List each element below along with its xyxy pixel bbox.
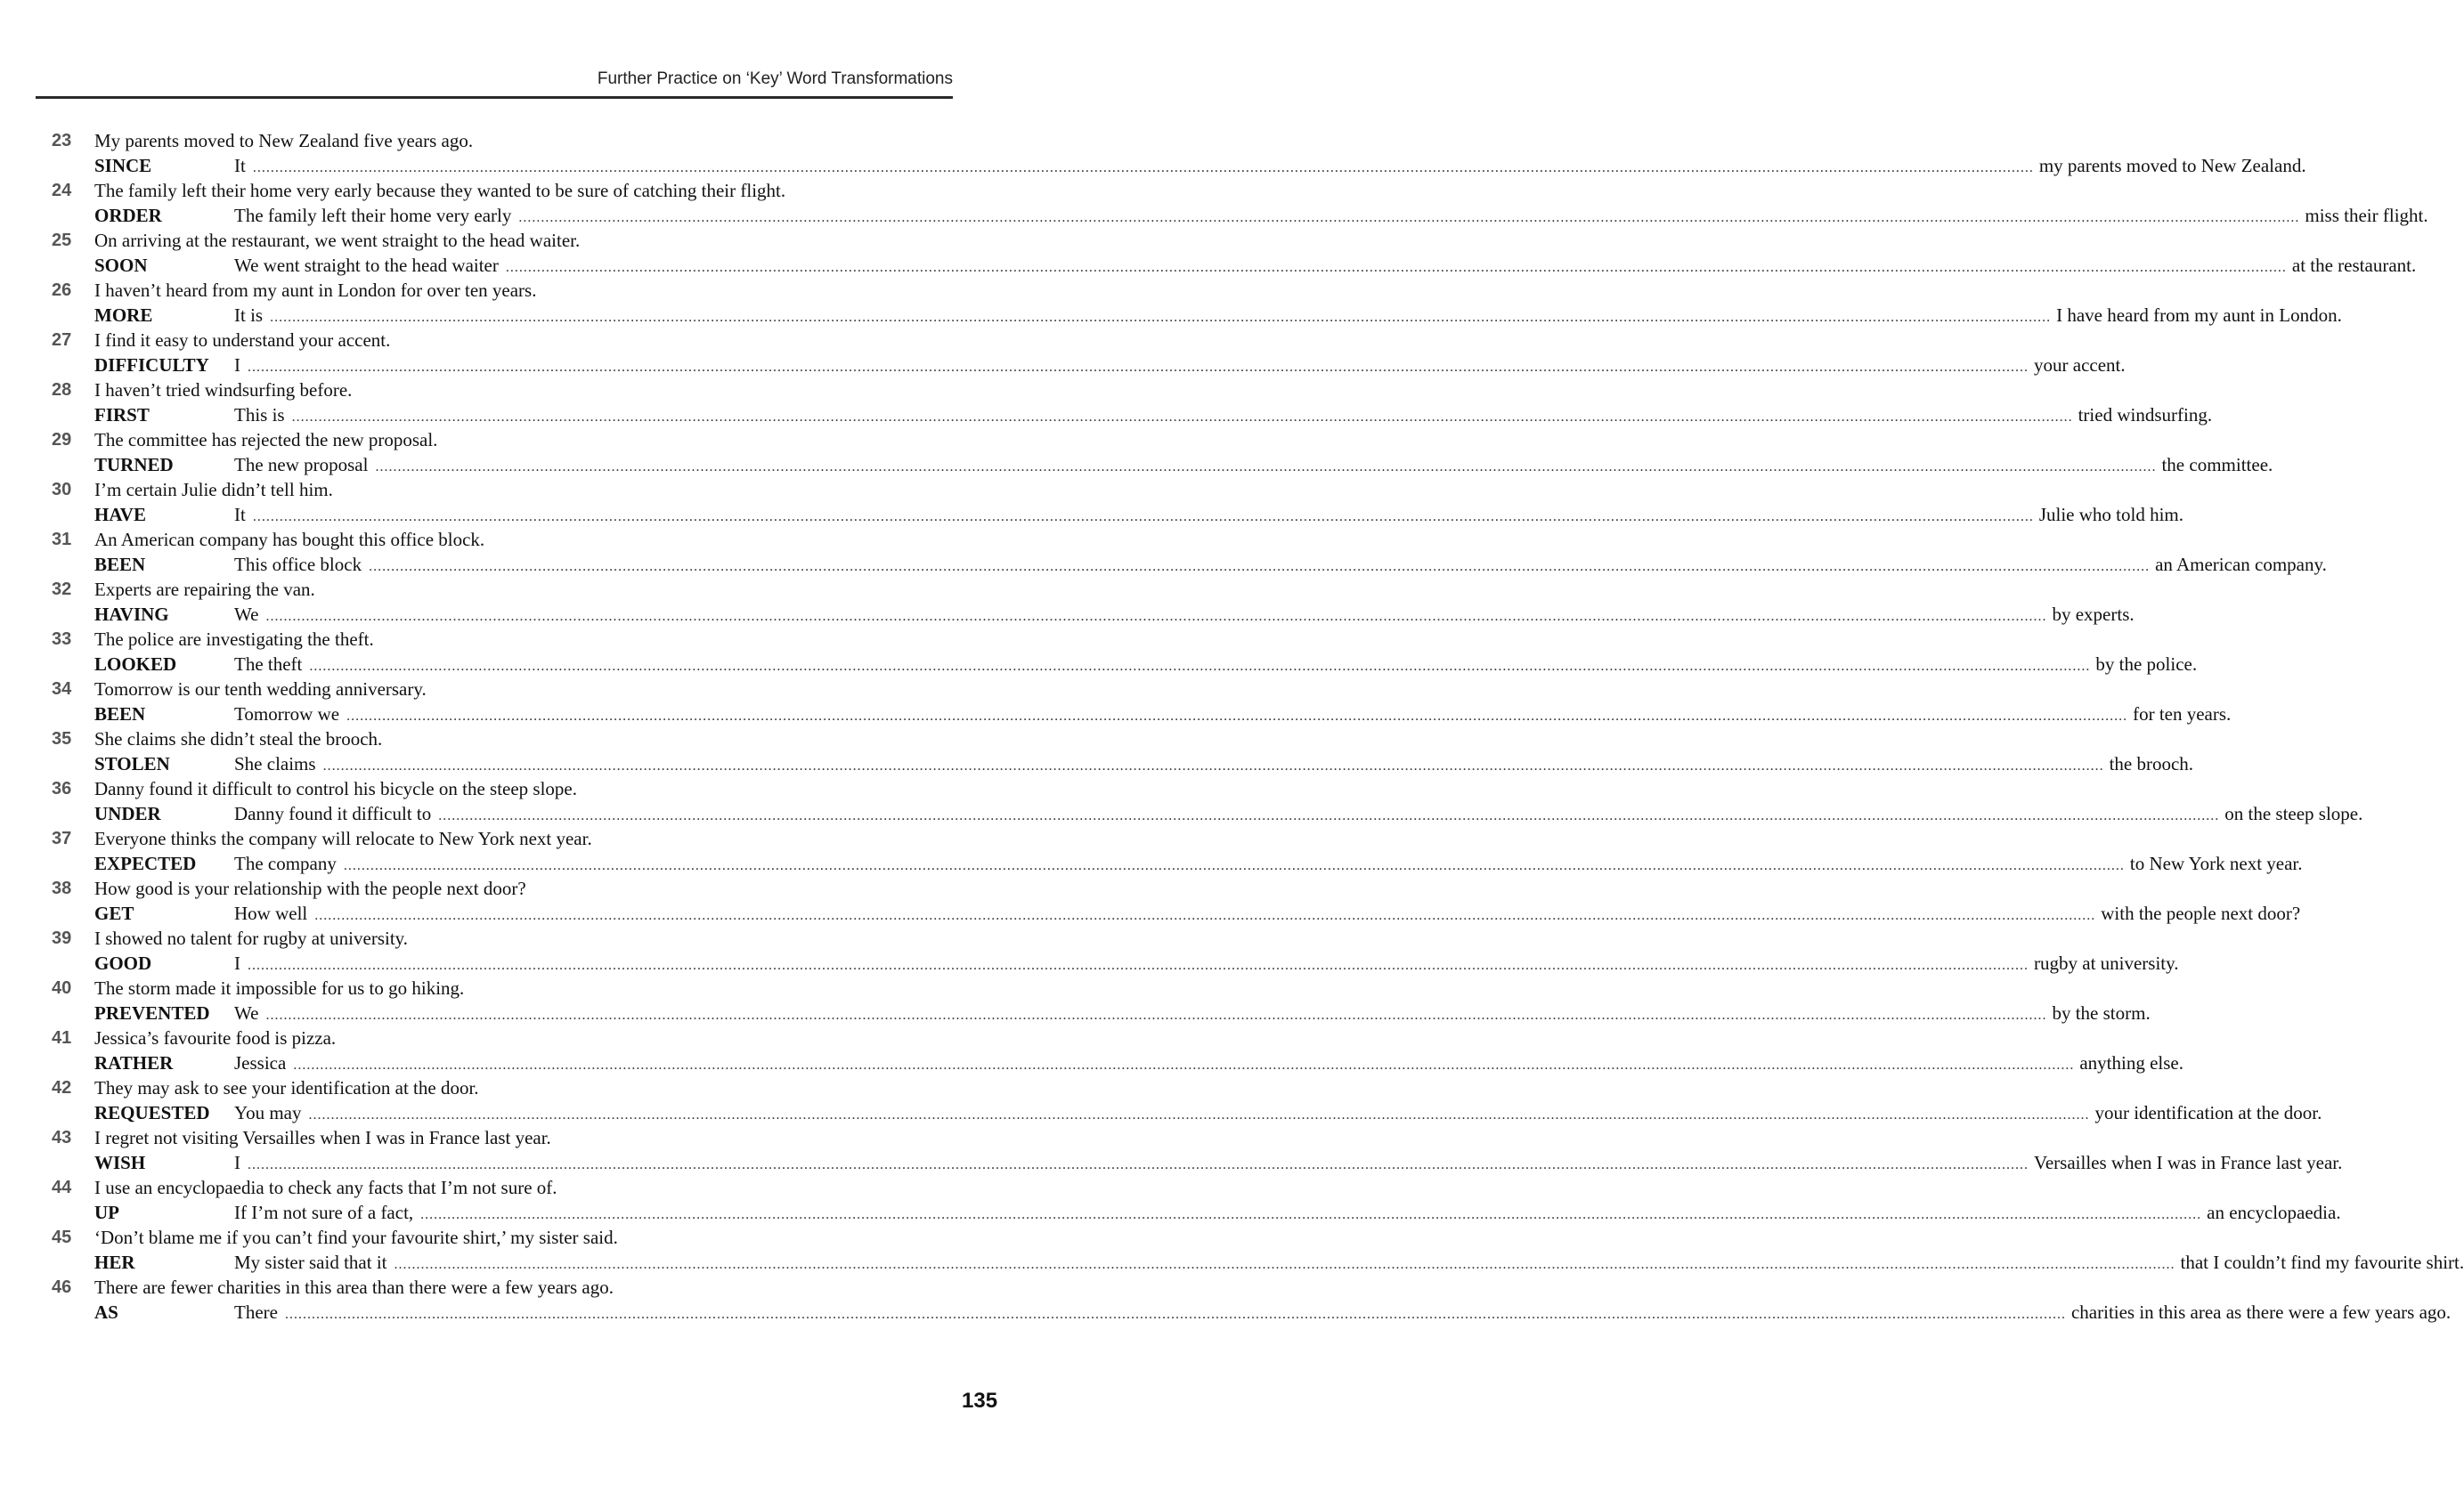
- key-word: GOOD: [94, 953, 152, 974]
- exercise-number: 45: [52, 1228, 72, 1247]
- key-word: MORE: [94, 304, 153, 326]
- exercise-sentence: An American company has bought this office block.: [94, 529, 485, 550]
- exercise-sentence-row: [0, 228, 1061, 253]
- exercise-item: [0, 627, 2198, 677]
- key-word: SOON: [94, 255, 148, 276]
- exercise-sentence: I’m certain Julie didn’t tell him.: [94, 479, 333, 500]
- exercise-number: 35: [52, 729, 72, 749]
- exercise-item: [0, 926, 2179, 976]
- answer-blank[interactable]: ................................................................................................................................................................................................................................................................................................................................................................................................................: [375, 459, 2157, 474]
- key-word: DIFFICULTY: [94, 354, 209, 376]
- exercise-sentence-row: [0, 876, 1061, 901]
- exercise-item: [0, 1026, 2183, 1075]
- transformation-start: Jessica: [234, 1052, 287, 1074]
- exercise-transformation-row: [0, 153, 2306, 178]
- transformation-end: Versailles when I was in France last year.: [2034, 1152, 2343, 1173]
- answer-blank[interactable]: ................................................................................................................................................................................................................................................................................................................................................................................................................: [369, 559, 2151, 574]
- exercise-number: 36: [52, 779, 72, 799]
- exercise-sentence: My parents moved to New Zealand five years ago.: [94, 130, 474, 151]
- answer-blank[interactable]: ................................................................................................................................................................................................................................................................................................................................................................................................................: [265, 609, 2047, 624]
- exercise-number: 24: [52, 181, 72, 200]
- transformation-start: The family left their home very early: [234, 205, 512, 226]
- exercise-sentence: I haven’t heard from my aunt in London for over ten years.: [94, 280, 537, 301]
- transformation-sentence: [234, 701, 2232, 729]
- answer-blank[interactable]: ................................................................................................................................................................................................................................................................................................................................................................................................................: [308, 1107, 2090, 1123]
- exercise-sentence: I haven’t tried windsurfing before.: [94, 379, 353, 401]
- key-word: PREVENTED: [94, 1002, 210, 1024]
- exercise-transformation-row: [0, 851, 2303, 876]
- exercise-sentence: I use an encyclopaedia to check any facts that I’m not sure of.: [94, 1177, 557, 1198]
- transformation-sentence: [234, 652, 2198, 679]
- transformation-end: charities in this area as there were a few years ago.: [2070, 1301, 2452, 1323]
- exercise-sentence: Jessica’s favourite food is pizza.: [94, 1027, 337, 1049]
- exercise-item: [0, 377, 2213, 427]
- exercise-sentence-row: [0, 726, 1061, 751]
- exercise-sentence-row: [0, 577, 1061, 602]
- key-word: BEEN: [94, 554, 146, 575]
- exercise-sentence-row: [0, 826, 1061, 851]
- exercise-number: 46: [52, 1277, 72, 1297]
- answer-blank[interactable]: ................................................................................................................................................................................................................................................................................................................................................................................................................: [265, 1008, 2047, 1023]
- answer-blank[interactable]: ................................................................................................................................................................................................................................................................................................................................................................................................................: [518, 210, 2300, 225]
- transformation-sentence: [234, 901, 2301, 928]
- transformation-start: How well: [234, 903, 308, 924]
- exercise-sentence: Everyone thinks the company will relocate to New York next year.: [94, 828, 592, 849]
- exercise-list: [0, 128, 2464, 1325]
- transformation-start: She claims: [234, 753, 316, 774]
- transformation-sentence: [234, 502, 2183, 530]
- exercise-item: [0, 726, 2194, 776]
- key-word: HER: [94, 1252, 135, 1273]
- exercise-sentence-row: [0, 1026, 1061, 1050]
- exercise-item: [0, 1175, 2341, 1225]
- key-word: SINCE: [94, 155, 152, 176]
- key-word: HAVE: [94, 504, 146, 525]
- exercise-sentence-row: [0, 1175, 1061, 1200]
- exercise-item: [0, 427, 2273, 477]
- transformation-end: by the police.: [2095, 653, 2198, 675]
- exercise-transformation-row: [0, 701, 2232, 726]
- exercise-transformation-row: [0, 452, 2273, 477]
- exercise-sentence: ‘Don’t blame me if you can’t find your favourite shirt,’ my sister said.: [94, 1227, 618, 1248]
- exercise-item: [0, 876, 2301, 926]
- exercise-item: [0, 1275, 2452, 1325]
- exercise-number: 31: [52, 530, 72, 549]
- exercise-transformation-row: [0, 1100, 2322, 1125]
- answer-blank[interactable]: ................................................................................................................................................................................................................................................................................................................................................................................................................: [420, 1207, 2202, 1222]
- exercise-item: [0, 178, 2428, 228]
- exercise-sentence-row: [0, 477, 1061, 502]
- exercise-sentence-row: [0, 178, 1061, 203]
- answer-blank[interactable]: ................................................................................................................................................................................................................................................................................................................................................................................................................: [248, 958, 2029, 973]
- exercise-sentence-row: [0, 527, 1061, 552]
- answer-blank[interactable]: ................................................................................................................................................................................................................................................................................................................................................................................................................: [346, 709, 2128, 724]
- transformation-end: to New York next year.: [2129, 853, 2303, 874]
- exercise-sentence-row: [0, 1225, 1061, 1250]
- transformation-sentence: [234, 153, 2306, 181]
- answer-blank[interactable]: ................................................................................................................................................................................................................................................................................................................................................................................................................: [248, 1157, 2029, 1172]
- transformation-start: It: [234, 504, 246, 525]
- exercise-number: 40: [52, 978, 72, 998]
- exercise-number: 34: [52, 679, 72, 699]
- exercise-sentence: The committee has rejected the new proposal.: [94, 429, 438, 450]
- exercise-number: 42: [52, 1078, 72, 1098]
- exercise-number: 38: [52, 879, 72, 898]
- exercise-number: 26: [52, 280, 72, 300]
- exercise-item: [0, 328, 2126, 377]
- transformation-sentence: [234, 1050, 2183, 1078]
- exercise-sentence: I showed no talent for rugby at university.: [94, 928, 409, 949]
- exercise-sentence-row: [0, 1075, 1061, 1100]
- transformation-end: your accent.: [2034, 354, 2126, 376]
- transformation-start: I: [234, 1152, 240, 1173]
- transformation-start: Tomorrow we: [234, 703, 340, 725]
- transformation-end: rugby at university.: [2034, 953, 2179, 974]
- exercise-sentence: On arriving at the restaurant, we went straight to the head waiter.: [94, 230, 581, 251]
- exercise-number: 41: [52, 1028, 72, 1048]
- answer-blank[interactable]: ................................................................................................................................................................................................................................................................................................................................................................................................................: [322, 758, 2104, 774]
- exercise-item: [0, 826, 2303, 876]
- exercise-transformation-row: [0, 353, 2126, 377]
- key-word: ORDER: [94, 205, 162, 226]
- exercise-transformation-row: [0, 303, 2342, 328]
- transformation-end: by the storm.: [2052, 1002, 2151, 1024]
- transformation-start: This office block: [234, 554, 362, 575]
- transformation-end: I have heard from my aunt in London.: [2056, 304, 2342, 326]
- exercise-transformation-row: [0, 1001, 2151, 1026]
- exercise-transformation-row: [0, 1200, 2341, 1225]
- exercise-item: [0, 477, 2183, 527]
- transformation-end: for ten years.: [2133, 703, 2232, 725]
- exercise-transformation-row: [0, 901, 2301, 926]
- transformation-end: an American company.: [2155, 554, 2327, 575]
- transformation-sentence: [234, 1300, 2452, 1327]
- transformation-end: with the people next door?: [2101, 903, 2301, 924]
- exercise-sentence: Tomorrow is our tenth wedding anniversary.: [94, 678, 427, 700]
- key-word: LOOKED: [94, 653, 177, 675]
- exercise-sentence-row: [0, 976, 1061, 1001]
- exercise-item: [0, 1075, 2322, 1125]
- answer-blank[interactable]: ................................................................................................................................................................................................................................................................................................................................................................................................................: [293, 1058, 2075, 1073]
- exercise-sentence-row: [0, 278, 1061, 303]
- transformation-end: at the restaurant.: [2291, 255, 2417, 276]
- exercise-sentence-row: [0, 1275, 1061, 1300]
- exercise-sentence: I regret not visiting Versailles when I was in France last year.: [94, 1127, 551, 1148]
- exercise-sentence: How good is your relationship with the people next door?: [94, 878, 526, 899]
- transformation-start: This is: [234, 404, 285, 426]
- transformation-start: The company: [234, 853, 337, 874]
- key-word: REQUESTED: [94, 1102, 210, 1123]
- transformation-end: an encyclopaedia.: [2207, 1202, 2341, 1223]
- key-word: TURNED: [94, 454, 174, 475]
- exercise-number: 28: [52, 380, 72, 400]
- transformation-sentence: [234, 1200, 2341, 1228]
- exercise-sentence: The family left their home very early because they wanted to be sure of catching their flight.: [94, 180, 786, 201]
- answer-blank[interactable]: ................................................................................................................................................................................................................................................................................................................................................................................................................: [505, 260, 2287, 275]
- transformation-sentence: [234, 751, 2194, 779]
- key-word: STOLEN: [94, 753, 170, 774]
- transformation-end: the committee.: [2161, 454, 2273, 475]
- answer-blank[interactable]: ................................................................................................................................................................................................................................................................................................................................................................................................................: [248, 360, 2029, 375]
- transformation-sentence: [234, 203, 2428, 231]
- answer-blank[interactable]: ................................................................................................................................................................................................................................................................................................................................................................................................................: [252, 160, 2034, 175]
- answer-blank[interactable]: ................................................................................................................................................................................................................................................................................................................................................................................................................: [252, 509, 2034, 524]
- exercise-transformation-row: [0, 951, 2179, 976]
- exercise-number: 33: [52, 629, 72, 649]
- exercise-sentence-row: [0, 377, 1061, 402]
- answer-blank[interactable]: ................................................................................................................................................................................................................................................................................................................................................................................................................: [394, 1257, 2175, 1272]
- exercise-sentence: The police are investigating the theft.: [94, 628, 374, 650]
- exercise-sentence: I find it easy to understand your accent.: [94, 329, 391, 351]
- exercise-item: [0, 1125, 2343, 1175]
- exercise-sentence: There are fewer charities in this area than there were a few years ago.: [94, 1277, 614, 1298]
- exercise-sentence-row: [0, 627, 1061, 652]
- exercise-sentence: She claims she didn’t steal the brooch.: [94, 728, 383, 750]
- answer-blank[interactable]: ................................................................................................................................................................................................................................................................................................................................................................................................................: [270, 310, 2052, 325]
- exercise-sentence-row: [0, 677, 1061, 701]
- transformation-start: You may: [234, 1102, 302, 1123]
- transformation-end: my parents moved to New Zealand.: [2038, 155, 2306, 176]
- exercise-item: [0, 1225, 2464, 1275]
- exercise-sentence-row: [0, 776, 1061, 801]
- answer-blank[interactable]: ................................................................................................................................................................................................................................................................................................................................................................................................................: [291, 409, 2073, 425]
- exercise-sentence-row: [0, 128, 1061, 153]
- answer-blank[interactable]: ................................................................................................................................................................................................................................................................................................................................................................................................................: [309, 659, 2091, 674]
- transformation-start: We: [234, 604, 259, 625]
- exercise-sentence-row: [0, 926, 1061, 951]
- transformation-end: on the steep slope.: [2224, 803, 2363, 824]
- key-word: BEEN: [94, 703, 146, 725]
- exercise-transformation-row: [0, 751, 2194, 776]
- transformation-sentence: [234, 602, 2135, 629]
- key-word: UP: [94, 1202, 119, 1223]
- exercise-number: 43: [52, 1128, 72, 1147]
- transformation-start: We: [234, 1002, 259, 1024]
- answer-blank[interactable]: ................................................................................................................................................................................................................................................................................................................................................................................................................: [438, 808, 2220, 823]
- running-header: Further Practice on ‘Key’ Word Transformations: [597, 69, 953, 88]
- transformation-start: It: [234, 155, 246, 176]
- transformation-start: We went straight to the head waiter: [234, 255, 499, 276]
- header-rule: [36, 96, 953, 99]
- exercise-transformation-row: [0, 502, 2183, 527]
- exercise-transformation-row: [0, 1300, 2452, 1325]
- key-word: AS: [94, 1301, 118, 1323]
- transformation-sentence: [234, 353, 2126, 380]
- answer-blank[interactable]: ................................................................................................................................................................................................................................................................................................................................................................................................................: [343, 858, 2125, 873]
- key-word: GET: [94, 903, 134, 924]
- exercise-transformation-row: [0, 253, 2417, 278]
- key-word: EXPECTED: [94, 853, 197, 874]
- exercise-number: 23: [52, 131, 72, 150]
- transformation-start: My sister said that it: [234, 1252, 387, 1273]
- exercise-item: [0, 677, 2232, 726]
- transformation-sentence: [234, 851, 2303, 879]
- transformation-sentence: [234, 303, 2342, 330]
- key-word: RATHER: [94, 1052, 174, 1074]
- exercise-number: 29: [52, 430, 72, 450]
- transformation-sentence: [234, 1001, 2151, 1028]
- exercise-transformation-row: [0, 602, 2135, 627]
- key-word: UNDER: [94, 803, 161, 824]
- exercise-number: 37: [52, 829, 72, 848]
- page-number: 135: [962, 1389, 998, 1413]
- transformation-sentence: [234, 452, 2273, 480]
- exercise-item: [0, 976, 2151, 1026]
- exercise-sentence-row: [0, 1125, 1061, 1150]
- transformation-start: There: [234, 1301, 278, 1323]
- transformation-sentence: [234, 402, 2213, 430]
- exercise-number: 25: [52, 231, 72, 250]
- transformation-end: Julie who told him.: [2038, 504, 2183, 525]
- transformation-end: that I couldn’t find my favourite shirt.: [2180, 1252, 2464, 1273]
- transformation-start: If I’m not sure of a fact,: [234, 1202, 414, 1223]
- exercise-sentence-row: [0, 427, 1061, 452]
- answer-blank[interactable]: ................................................................................................................................................................................................................................................................................................................................................................................................................: [284, 1307, 2066, 1322]
- transformation-start: It is: [234, 304, 264, 326]
- exercise-transformation-row: [0, 552, 2327, 577]
- exercise-sentence: Experts are repairing the van.: [94, 579, 315, 600]
- exercise-transformation-row: [0, 1050, 2183, 1075]
- exercise-transformation-row: [0, 801, 2363, 826]
- exercise-transformation-row: [0, 402, 2213, 427]
- exercise-item: [0, 577, 2135, 627]
- answer-blank[interactable]: ................................................................................................................................................................................................................................................................................................................................................................................................................: [314, 908, 2096, 923]
- transformation-end: the brooch.: [2109, 753, 2194, 774]
- key-word: FIRST: [94, 404, 150, 426]
- exercise-sentence: The storm made it impossible for us to go hiking.: [94, 977, 465, 999]
- transformation-end: miss their flight.: [2305, 205, 2428, 226]
- exercise-item: [0, 278, 2342, 328]
- exercise-number: 32: [52, 580, 72, 599]
- exercise-number: 27: [52, 330, 72, 350]
- transformation-start: I: [234, 354, 240, 376]
- transformation-sentence: [234, 1100, 2322, 1128]
- exercise-number: 39: [52, 928, 72, 948]
- transformation-start: The theft: [234, 653, 303, 675]
- transformation-end: anything else.: [2079, 1052, 2183, 1074]
- exercise-transformation-row: [0, 203, 2428, 228]
- exercise-item: [0, 527, 2327, 577]
- exercise-item: [0, 228, 2417, 278]
- exercise-sentence: They may ask to see your identification at the door.: [94, 1077, 479, 1099]
- exercise-transformation-row: [0, 1150, 2343, 1175]
- transformation-sentence: [234, 1150, 2343, 1178]
- transformation-start: The new proposal: [234, 454, 369, 475]
- exercise-sentence-row: [0, 328, 1061, 353]
- exercise-number: 44: [52, 1178, 72, 1197]
- exercise-number: 30: [52, 480, 72, 499]
- transformation-sentence: [234, 552, 2327, 580]
- transformation-start: I: [234, 953, 240, 974]
- key-word: HAVING: [94, 604, 169, 625]
- transformation-sentence: [234, 1250, 2464, 1277]
- exercise-transformation-row: [0, 652, 2198, 677]
- transformation-sentence: [234, 951, 2179, 978]
- exercise-item: [0, 776, 2363, 826]
- transformation-end: your identification at the door.: [2094, 1102, 2322, 1123]
- transformation-end: tried windsurfing.: [2078, 404, 2213, 426]
- transformation-start: Danny found it difficult to: [234, 803, 432, 824]
- exercise-sentence: Danny found it difficult to control his bicycle on the steep slope.: [94, 778, 578, 799]
- transformation-end: by experts.: [2052, 604, 2135, 625]
- exercise-item: [0, 128, 2306, 178]
- transformation-sentence: [234, 801, 2363, 829]
- exercise-transformation-row: [0, 1250, 2464, 1275]
- key-word: WISH: [94, 1152, 146, 1173]
- transformation-sentence: [234, 253, 2417, 280]
